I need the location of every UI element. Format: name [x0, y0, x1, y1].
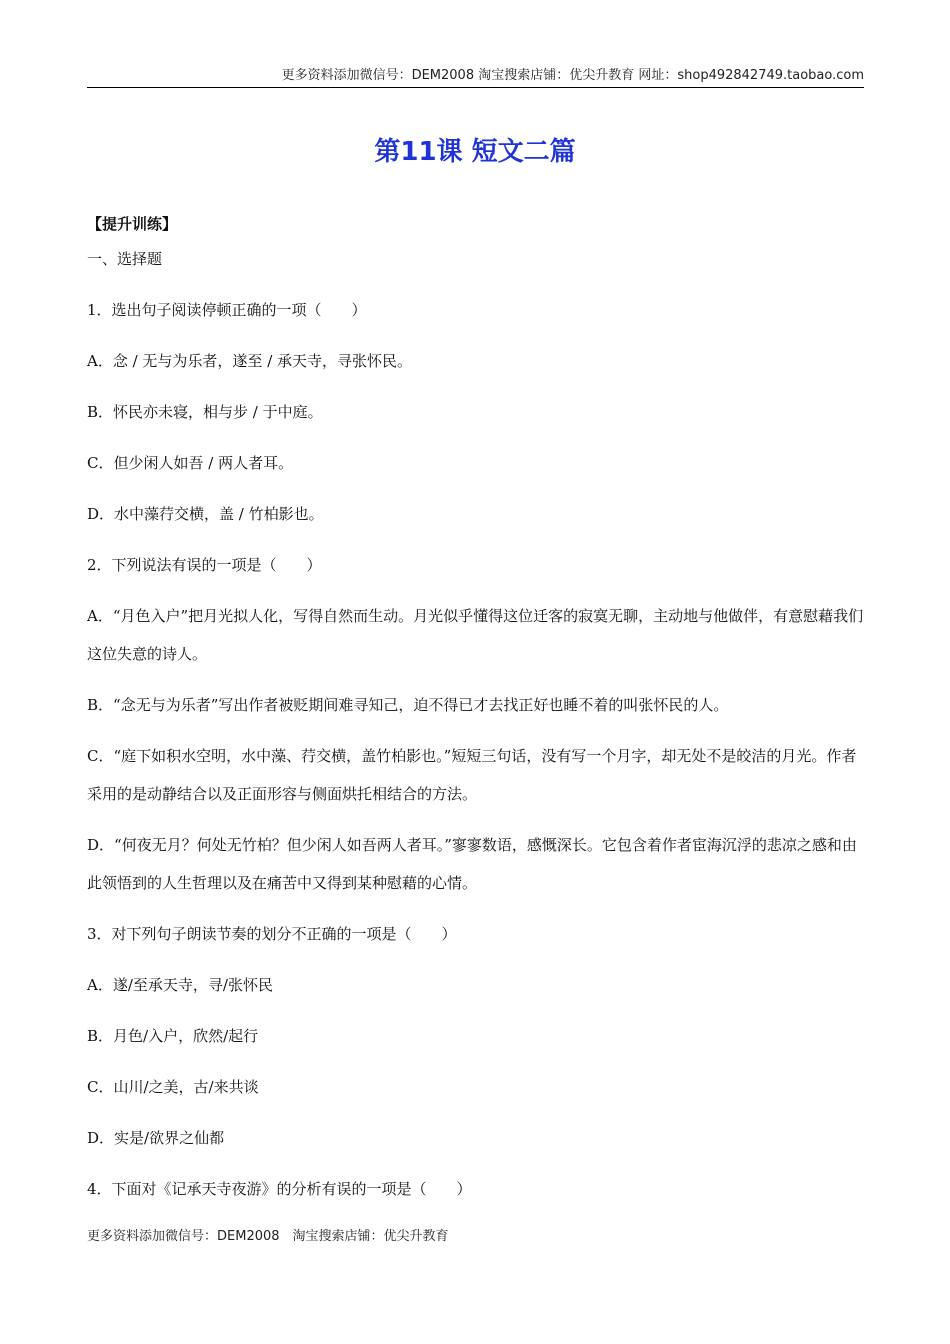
question-block	[87, 546, 864, 902]
answer-option: D．“何夜无月？何处无竹柏？但少闲人如吾两人者耳。”寥寥数语，感慨深长。它包含着作者宦海沉浮的悲凉之感和由此领悟到的人生哲理以及在痛苦中又得到某种慰藉的心情。	[87, 836, 857, 892]
header-divider	[87, 87, 864, 88]
question-block	[87, 1170, 864, 1208]
document-title: 第11课 短文二篇	[374, 137, 576, 167]
question-text: 1．选出句子阅读停顿正确的一项（ ）	[87, 301, 367, 319]
question-text: 2．下列说法有误的一项是（ ）	[87, 556, 322, 574]
answer-option: B．月色/入户，欣然/起行	[87, 1027, 259, 1045]
answer-option: D．水中藻荇交横，盖 / 竹柏影也。	[87, 505, 324, 523]
page-footer: 更多资料添加微信号：DEM2008 淘宝搜索店铺：优尖升教育	[87, 1229, 449, 1244]
question-block	[87, 291, 864, 533]
answer-option: B．怀民亦未寝，相与步 / 于中庭。	[87, 403, 323, 421]
answer-option: A．“月色入户”把月光拟人化，写得自然而生动。月光似乎懂得这位迁客的寂寞无聊，主动地与他做伴，有意慰藉我们这位失意的诗人。	[87, 607, 864, 663]
answer-option: B．“念无与为乐者”写出作者被贬期间难寻知己，迫不得已才去找正好也睡不着的叫张怀民的人。	[87, 696, 729, 714]
answer-option: A．念 / 无与为乐者，遂至 / 承天寺，寻张怀民。	[87, 352, 413, 370]
page-header: 更多资料添加微信号：DEM2008 淘宝搜索店铺：优尖升教育 网址：shop492842749.taobao.com	[281, 68, 864, 83]
question-block	[87, 915, 864, 1157]
question-type-heading: 一、选择题	[87, 250, 163, 268]
answer-option: C．山川/之美，古/来共谈	[87, 1078, 259, 1096]
document-body	[87, 208, 864, 1221]
answer-option: D．实是/欲界之仙都	[87, 1129, 225, 1147]
question-text: 4．下面对《记承天寺夜游》的分析有误的一项是（ ）	[87, 1180, 472, 1198]
question-text: 3．对下列句子朗读节奏的划分不正确的一项是（ ）	[87, 925, 457, 943]
answer-option: A．遂/至承天寺，寻/张怀民	[87, 976, 273, 994]
answer-option: C．但少闲人如吾 / 两人者耳。	[87, 454, 294, 472]
section-label: 【提升训练】	[87, 215, 178, 233]
answer-option: C．“庭下如积水空明，水中藻、荇交横，盖竹柏影也。”短短三句话，没有写一个月字，却无处不是皎洁的月光。作者采用的是动静结合以及正面形容与侧面烘托相结合的方法。	[87, 747, 857, 803]
